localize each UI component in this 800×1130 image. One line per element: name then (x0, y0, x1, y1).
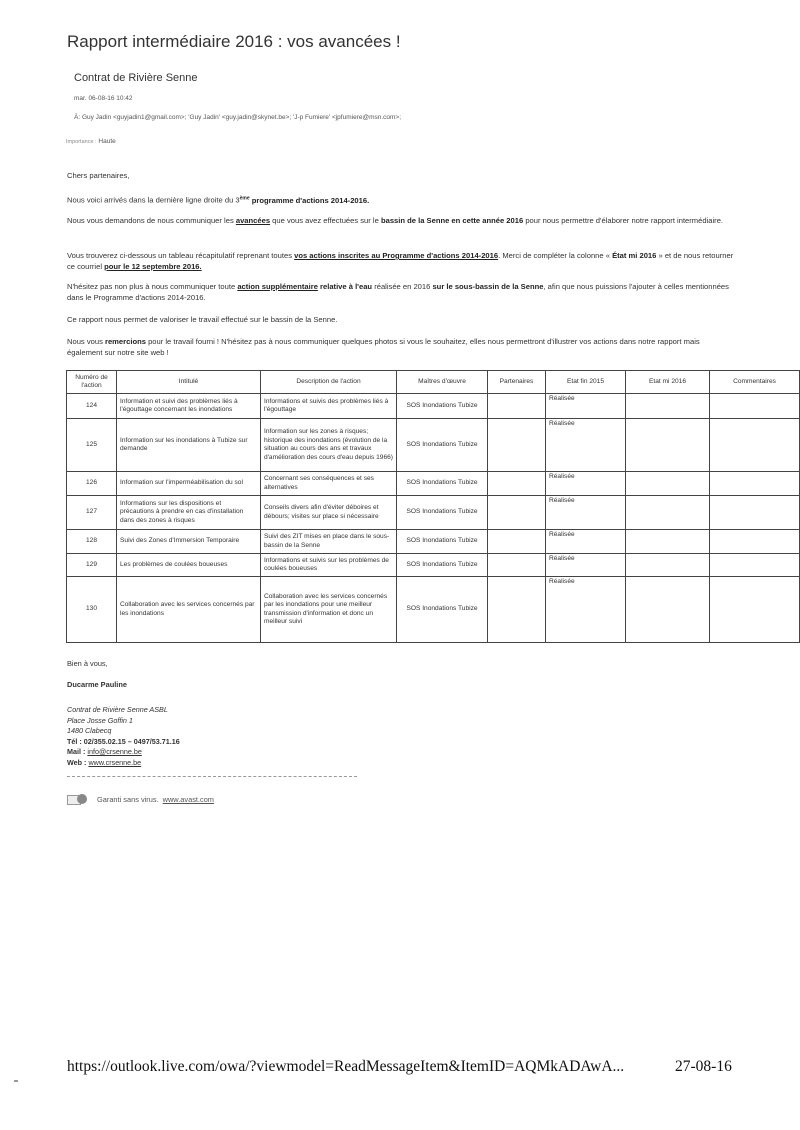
p4-d: réalisée en 2016 (372, 282, 433, 291)
table-row (67, 472, 800, 496)
cell-description: Collaboration avec les services concernés par les inondations pour une meilleur transmission d'information et donc un meilleur suivi (261, 577, 397, 643)
cell-maitre: SOS Inondations Tubize (397, 496, 488, 530)
cell-intitule: Collaboration avec les services concernés par les inondations (117, 577, 261, 643)
p6-remercions: remercions (105, 337, 146, 346)
p3-e: » et de nous retourner ce courriel (67, 251, 734, 271)
p4-f: , afin que nous puissions l'ajouter à celles mentionnées dans le Programme d'actions 2014-2016. (67, 282, 729, 302)
cell-description: Informations et suivis sur les problèmes de coulées boueuses (261, 554, 397, 577)
cell-numero: 125 (67, 419, 117, 472)
importance-value: Haute (98, 138, 116, 145)
p2-e: pour nous permettre d'élaborer notre rapport intermédiaire. (523, 216, 724, 225)
sig-mail-link[interactable]: info@crsenne.be (87, 747, 142, 756)
email-date: mar. 06-08-16 10:42 (74, 95, 133, 102)
cell-etat-2015: Réalisée (546, 472, 626, 496)
cell-partenaires[interactable] (488, 530, 546, 554)
paragraph-4 (67, 282, 737, 303)
cell-numero: 126 (67, 472, 117, 496)
table-header-row (67, 371, 800, 394)
cell-etat-2016[interactable] (626, 530, 710, 554)
sig-org: Contrat de Rivière Senne ASBL (67, 705, 168, 714)
p3-a: Vous trouverez ci-dessous un tableau récapitulatif reprenant toutes (67, 251, 295, 260)
cell-maitre: SOS Inondations Tubize (397, 577, 488, 643)
p6-c: pour le travail fourni ! N'hésitez pas à nous communiquer quelques photos si vous le souhaitez, elles nous permettront d'illustrer vos actions dans notre rapport mais également sur notre site web ! (67, 337, 700, 357)
actions-table (66, 370, 800, 643)
cell-maitre: SOS Inondations Tubize (397, 419, 488, 472)
p3-c: . Merci de compléter la colonne « (498, 251, 613, 260)
p4-action: action supplémentaire (237, 282, 318, 291)
cell-intitule: Informations sur les dispositions et précautions à prendre en cas d'installation dans des zones à risques (117, 496, 261, 530)
p2-bassin: bassin de la Senne en cette année 2016 (380, 216, 524, 225)
p2-avancees: avancées (235, 216, 271, 225)
email-subject: Rapport intermédiaire 2016 : vos avancées ! (67, 32, 401, 51)
sig-street: Place Josse Goffin 1 (67, 715, 133, 725)
paragraph-6 (67, 337, 737, 358)
cell-numero: 124 (67, 394, 117, 419)
p2-a: Nous vous demandons de nous communiquer les (67, 216, 236, 225)
cell-commentaires[interactable] (710, 496, 800, 530)
p1-text: Nous voici arrivés dans la dernière ligne droite du 3 (67, 195, 240, 205)
cell-intitule: Information et suivi des problèmes liés à l'égouttage concernant les inondations (117, 394, 261, 419)
print-footer-url: https://outlook.live.com/owa/?viewmodel=ReadMessageItem&ItemID=AQMkADAwA... (67, 1058, 625, 1075)
table-row (67, 394, 800, 419)
avast-banner (67, 793, 214, 805)
table-row (67, 530, 800, 554)
cell-commentaires[interactable] (710, 472, 800, 496)
sig-tel: Tél : 02/355.02.15 – 0497/53.71.16 (67, 736, 180, 746)
cell-intitule: Information sur l'imperméabilisation du sol (117, 472, 261, 496)
header-numero: Numéro de l'action (67, 371, 117, 394)
cell-maitre: SOS Inondations Tubize (397, 472, 488, 496)
closing: Bien à vous, (67, 659, 108, 668)
cell-numero: 128 (67, 530, 117, 554)
greeting: Chers partenaires, (67, 171, 130, 180)
signer-name: Ducarme Pauline (67, 680, 127, 689)
header-maitres: Maîtres d'œuvre (397, 371, 488, 394)
cell-etat-2015: Réalisée (546, 554, 626, 577)
print-footer-date: 27-08-16 (675, 1058, 732, 1075)
cell-intitule: Les problèmes de coulées boueuses (117, 554, 261, 577)
p3-etat: État mi 2016 (612, 251, 657, 260)
sig-web-label: Web : (67, 757, 89, 767)
cell-numero: 130 (67, 577, 117, 643)
p1-bold: programme d'actions 2014-2016. (249, 195, 370, 205)
paragraph-5: Ce rapport nous permet de valoriser le travail effectué sur le bassin de la Senne. (67, 315, 338, 324)
table-row (67, 419, 800, 472)
cell-etat-2015: Réalisée (546, 394, 626, 419)
cell-description: Information sur les zones à risques; historique des inondations (évolution de la situation au cours des ans et travaux d'amélioration des cours d'eau depuis 1966) (261, 419, 397, 472)
cell-partenaires[interactable] (488, 472, 546, 496)
cell-etat-2016[interactable] (626, 577, 710, 643)
cell-commentaires[interactable] (710, 394, 800, 419)
cell-maitre: SOS Inondations Tubize (397, 554, 488, 577)
p2-c: que vous avez effectuées sur le (270, 216, 381, 225)
cell-numero: 127 (67, 496, 117, 530)
header-partenaires: Partenaires (488, 371, 546, 394)
sig-city: 1480 Clabecq (67, 726, 112, 735)
cell-commentaires[interactable] (710, 530, 800, 554)
signature-divider (67, 776, 357, 777)
cell-commentaires[interactable] (710, 554, 800, 577)
cell-maitre: SOS Inondations Tubize (397, 530, 488, 554)
cell-etat-2016[interactable] (626, 394, 710, 419)
cell-etat-2016[interactable] (626, 472, 710, 496)
email-sender[interactable]: Contrat de Rivière Senne (74, 72, 198, 84)
cell-partenaires[interactable] (488, 419, 546, 472)
email-recipients[interactable]: À: Guy Jadin <guyjadin1@gmail.com>; 'Guy Jadin' <guy.jadin@skynet.be>; 'J-p Fumiere' <jpfumiere@msn.com>; (74, 114, 402, 121)
table-row (67, 496, 800, 530)
header-intitule: Intitulé (117, 371, 261, 394)
cell-etat-2016[interactable] (626, 496, 710, 530)
cell-description: Concernant ses conséquences et ses alternatives (261, 472, 397, 496)
cell-etat-2015: Réalisée (546, 577, 626, 643)
signature-block (67, 705, 180, 768)
p6-a: Nous vous (67, 337, 105, 346)
cell-commentaires[interactable] (710, 419, 800, 472)
p3-actions: vos actions inscrites au Programme d'actions 2014-2016 (294, 251, 499, 260)
cell-partenaires[interactable] (488, 577, 546, 643)
p4-eau: relative à l'eau (317, 282, 373, 291)
header-etat-2016: Etat mi 2016 (626, 371, 710, 394)
paragraph-2 (67, 216, 737, 227)
paragraph-3 (67, 251, 737, 272)
sig-mail-label: Mail : (67, 747, 88, 756)
cell-etat-2015: Réalisée (546, 419, 626, 472)
p4-sous-bassin: sur le sous-bassin de la Senne (432, 282, 544, 291)
email-importance (66, 138, 116, 145)
cell-numero: 129 (67, 554, 117, 577)
cell-etat-2016[interactable] (626, 419, 710, 472)
cell-intitule: Suivi des Zones d'Immersion Temporaire (117, 530, 261, 554)
cell-description: Suivi des ZIT mises en place dans le sous-bassin de la Senne (261, 530, 397, 554)
cell-intitule: Information sur les inondations à Tubize sur demande (117, 419, 261, 472)
table-row (67, 554, 800, 577)
cell-etat-2015: Réalisée (546, 530, 626, 554)
cell-description: Conseils divers afin d'éviter déboires et débours; visites sur place si nécessaire (261, 496, 397, 530)
cell-partenaires[interactable] (488, 394, 546, 419)
cell-maitre: SOS Inondations Tubize (397, 394, 488, 419)
paragraph-1 (67, 193, 737, 206)
p3-deadline: pour le 12 septembre 2016. (104, 261, 202, 271)
importance-label: Importance : (66, 139, 97, 145)
header-commentaires: Commentaires (710, 371, 800, 394)
header-description: Description de l'action (261, 371, 397, 394)
header-etat-2015: Etat fin 2015 (546, 371, 626, 394)
avast-link[interactable]: www.avast.com (162, 794, 214, 804)
cell-etat-2016[interactable] (626, 554, 710, 577)
cell-description: Informations et suivis des problèmes liés à l'égouttage (261, 394, 397, 419)
scan-mark (14, 1080, 18, 1082)
cell-etat-2015: Réalisée (546, 496, 626, 530)
p4-a: N'hésitez pas non plus à nous communiquer toute (67, 282, 238, 291)
avast-text: Garanti sans virus. (97, 794, 159, 804)
cell-partenaires[interactable] (488, 554, 546, 577)
table-row (67, 577, 800, 643)
cell-partenaires[interactable] (488, 496, 546, 530)
cell-commentaires[interactable] (710, 577, 800, 643)
p1-sup: ème (239, 195, 250, 201)
avast-icon[interactable] (67, 793, 89, 805)
sig-web-link[interactable]: www.crsenne.be (88, 757, 142, 767)
